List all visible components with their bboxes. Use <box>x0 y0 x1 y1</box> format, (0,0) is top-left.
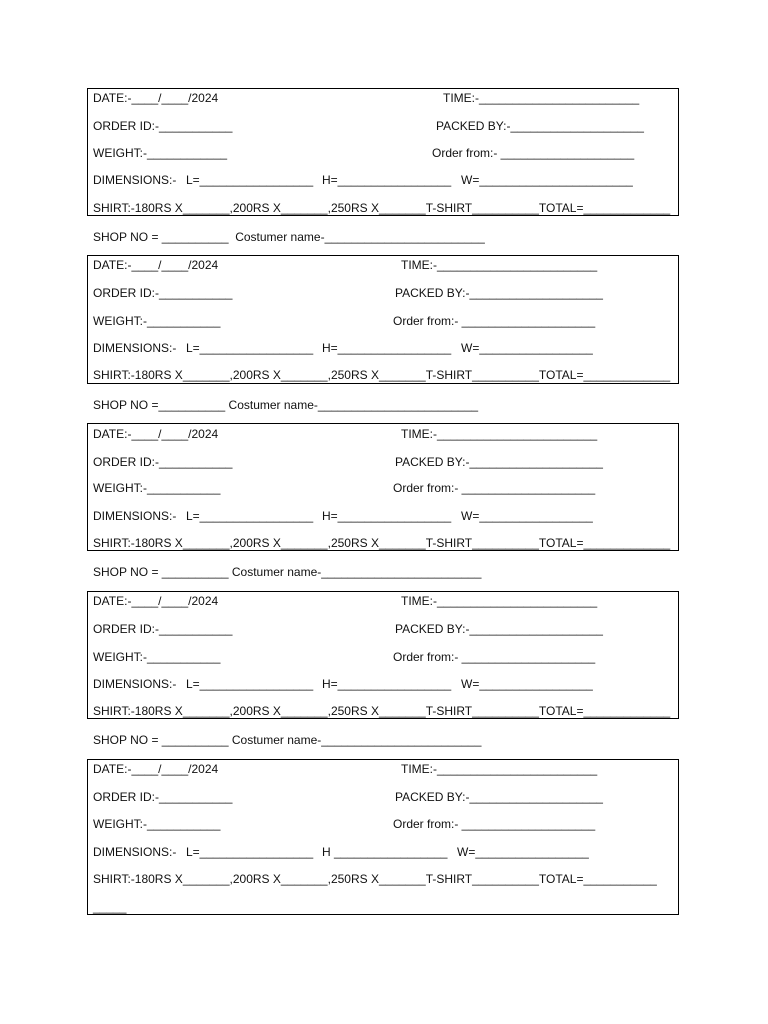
dimension-w-field: W=_________________ <box>461 509 593 523</box>
shirt-order-line: SHIRT:-180RS X_______,200RS X_______,250RS X_______T-SHIRT__________TOTAL=___________ <box>93 872 657 886</box>
dimension-h-field: H _________________ <box>322 845 448 859</box>
time-field: TIME:-________________________ <box>443 91 640 105</box>
order-from-field: Order from:- ____________________ <box>393 314 596 328</box>
dimension-l-field: L=_________________ <box>186 509 314 523</box>
dimensions-label: DIMENSIONS:- <box>93 509 177 523</box>
shirt-order-line-continuation: _____ <box>93 900 127 914</box>
time-field: TIME:-________________________ <box>401 762 598 776</box>
packed-by-field: PACKED BY:-____________________ <box>395 455 603 469</box>
time-field: TIME:-________________________ <box>401 594 598 608</box>
dimensions-label: DIMENSIONS:- <box>93 677 177 691</box>
packed-by-field: PACKED BY:-____________________ <box>395 790 603 804</box>
weight-field: WEIGHT:-___________ <box>93 650 221 664</box>
packing-slip-5 <box>87 759 679 915</box>
dimension-l-field: L=_________________ <box>186 677 314 691</box>
dimension-h-field: H=_________________ <box>322 341 452 355</box>
date-field: DATE:-____/____/2024 <box>93 427 219 441</box>
shop-customer-line-1: SHOP NO = __________ Costumer name-________________________ <box>93 230 485 244</box>
dimension-l-field: L=_________________ <box>186 173 314 187</box>
weight-field: WEIGHT:-____________ <box>93 146 228 160</box>
packed-by-field: PACKED BY:-____________________ <box>395 622 603 636</box>
order-from-field: Order from:- ____________________ <box>393 481 596 495</box>
dimension-l-field: L=_________________ <box>186 845 314 859</box>
order-from-field: Order from:- ____________________ <box>393 817 596 831</box>
order-id-field: ORDER ID:-___________ <box>93 286 233 300</box>
packed-by-field: PACKED BY:-____________________ <box>436 119 644 133</box>
dimension-w-field: W=_________________ <box>461 341 593 355</box>
dimensions-label: DIMENSIONS:- <box>93 341 177 355</box>
date-field: DATE:-____/____/2024 <box>93 594 219 608</box>
dimensions-label: DIMENSIONS:- <box>93 173 177 187</box>
dimension-h-field: H=_________________ <box>322 677 452 691</box>
dimensions-label: DIMENSIONS:- <box>93 845 177 859</box>
shirt-order-line: SHIRT:-180RS X_______,200RS X_______,250RS X_______T-SHIRT__________TOTAL=_____________ <box>93 536 671 550</box>
weight-field: WEIGHT:-___________ <box>93 817 221 831</box>
order-id-field: ORDER ID:-___________ <box>93 790 233 804</box>
shirt-order-line: SHIRT:-180RS X_______,200RS X_______,250RS X_______T-SHIRT__________TOTAL=_____________ <box>93 704 671 718</box>
dimension-w-field: W=_______________________ <box>461 173 633 187</box>
weight-field: WEIGHT:-___________ <box>93 314 221 328</box>
date-field: DATE:-____/____/2024 <box>93 762 219 776</box>
dimension-h-field: H=_________________ <box>322 173 452 187</box>
order-id-field: ORDER ID:-___________ <box>93 622 233 636</box>
shirt-order-line: SHIRT:-180RS X_______,200RS X_______,250RS X_______T-SHIRT__________TOTAL=_____________ <box>93 201 671 215</box>
weight-field: WEIGHT:-___________ <box>93 481 221 495</box>
order-from-field: Order from:- ____________________ <box>432 146 635 160</box>
date-field: DATE:-____/____/2024 <box>93 91 219 105</box>
dimension-w-field: W=_________________ <box>457 845 589 859</box>
shop-customer-line-3: SHOP NO = __________ Costumer name-________________________ <box>93 565 482 579</box>
shop-customer-line-2: SHOP NO =__________ Costumer name-________________________ <box>93 398 479 412</box>
dimension-l-field: L=_________________ <box>186 341 314 355</box>
dimension-w-field: W=_________________ <box>461 677 593 691</box>
packed-by-field: PACKED BY:-____________________ <box>395 286 603 300</box>
order-from-field: Order from:- ____________________ <box>393 650 596 664</box>
shirt-order-line: SHIRT:-180RS X_______,200RS X_______,250RS X_______T-SHIRT__________TOTAL=_____________ <box>93 368 671 382</box>
time-field: TIME:-________________________ <box>401 258 598 272</box>
order-id-field: ORDER ID:-___________ <box>93 455 233 469</box>
date-field: DATE:-____/____/2024 <box>93 258 219 272</box>
shop-customer-line-4: SHOP NO = __________ Costumer name-________________________ <box>93 733 482 747</box>
dimension-h-field: H=_________________ <box>322 509 452 523</box>
order-id-field: ORDER ID:-___________ <box>93 119 233 133</box>
time-field: TIME:-________________________ <box>401 427 598 441</box>
